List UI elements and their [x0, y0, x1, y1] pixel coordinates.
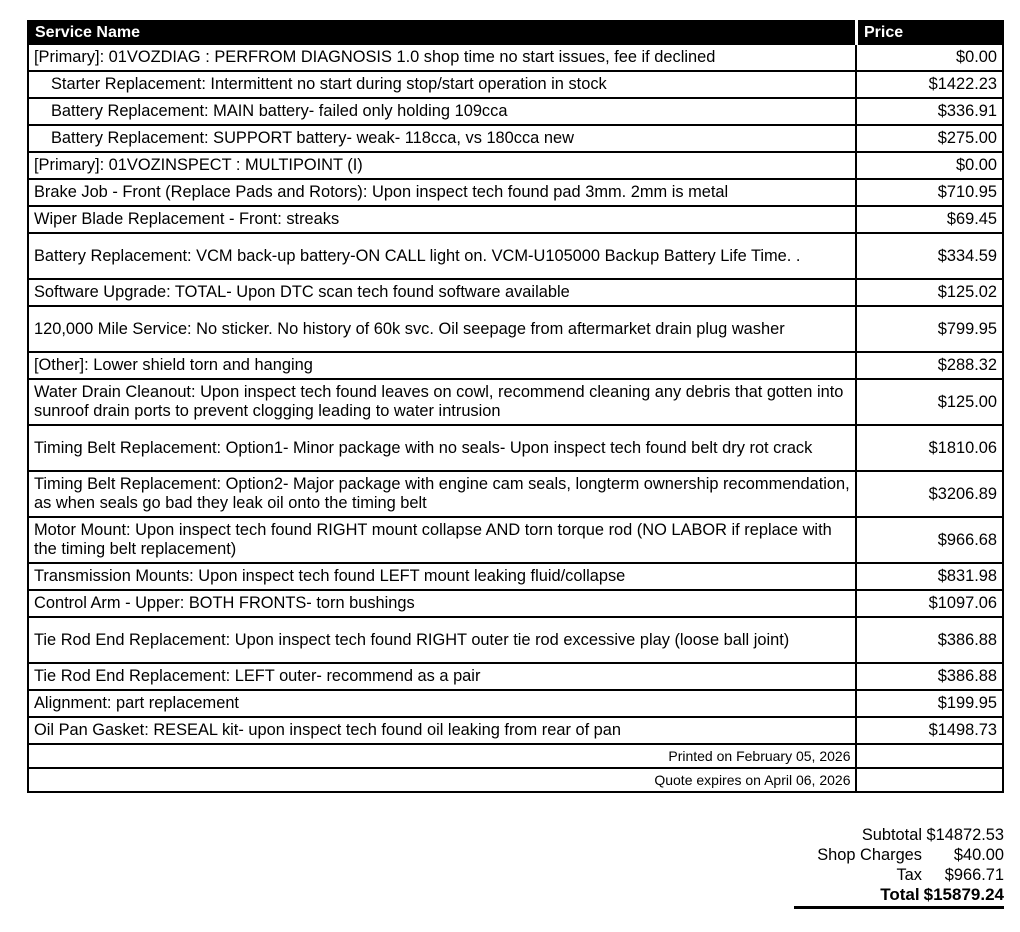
service-name-cell: Wiper Blade Replacement - Front: streaks: [28, 206, 856, 233]
price-header: Price: [856, 21, 1003, 44]
table-header-row: [28, 21, 1003, 44]
price-cell: $3206.89: [856, 471, 1003, 517]
service-name-cell: Oil Pan Gasket: RESEAL kit- upon inspect tech found oil leaking from rear of pan: [28, 717, 856, 744]
service-quote-table: [27, 20, 1004, 793]
service-name-cell: [Primary]: 01VOZINSPECT : MULTIPOINT (I): [28, 152, 856, 179]
price-cell: $0.00: [856, 44, 1003, 71]
price-cell: $1810.06: [856, 425, 1003, 471]
table-row: [28, 352, 1003, 379]
table-row: [28, 690, 1003, 717]
price-cell: $125.02: [856, 279, 1003, 306]
empty-cell: [856, 744, 1003, 768]
service-name-cell: Battery Replacement: VCM back-up battery-ON CALL light on. VCM-U105000 Backup Battery Life Time. .: [28, 233, 856, 279]
price-cell: $1498.73: [856, 717, 1003, 744]
tax-value: $966.71: [944, 866, 1004, 884]
price-cell: $288.32: [856, 352, 1003, 379]
quote-expiry-date: Quote expires on April 06, 2026: [28, 768, 856, 792]
empty-cell: [856, 768, 1003, 792]
price-cell: $336.91: [856, 98, 1003, 125]
table-row: [28, 152, 1003, 179]
price-cell: $386.88: [856, 617, 1003, 663]
table-row: [28, 44, 1003, 71]
total-value: $15879.24: [923, 885, 1004, 904]
service-name-cell: Motor Mount: Upon inspect tech found RIGHT mount collapse AND torn torque rod (NO LABOR if replace with the timing belt replacement): [28, 517, 856, 563]
price-cell: $125.00: [856, 379, 1003, 425]
price-cell: $334.59: [856, 233, 1003, 279]
service-name-cell: [Primary]: 01VOZDIAG : PERFROM DIAGNOSIS 1.0 shop time no start issues, fee if declined: [28, 44, 856, 71]
price-cell: $0.00: [856, 152, 1003, 179]
printed-on-row: [28, 744, 1003, 768]
table-row: [28, 233, 1003, 279]
table-row: [28, 717, 1003, 744]
subtotal-row: [794, 825, 1004, 845]
printed-on-date: Printed on February 05, 2026: [28, 744, 856, 768]
table-row: [28, 379, 1003, 425]
shop-charges-label: Shop Charges: [817, 846, 922, 864]
subtotal-value: $14872.53: [926, 826, 1004, 844]
service-name-header: Service Name: [28, 21, 856, 44]
service-name-cell: Tie Rod End Replacement: Upon inspect tech found RIGHT outer tie rod excessive play (loose ball joint): [28, 617, 856, 663]
table-row: [28, 563, 1003, 590]
table-row: [28, 617, 1003, 663]
service-name-cell: Brake Job - Front (Replace Pads and Rotors): Upon inspect tech found pad 3mm. 2mm is metal: [28, 179, 856, 206]
service-name-cell: Starter Replacement: Intermittent no start during stop/start operation in stock: [28, 71, 856, 98]
tax-row: [794, 865, 1004, 885]
price-cell: $831.98: [856, 563, 1003, 590]
price-cell: $799.95: [856, 306, 1003, 352]
service-name-cell: Timing Belt Replacement: Option2- Major package with engine cam seals, longterm ownership recommendation, as when seals go bad they leak oil onto the timing belt: [28, 471, 856, 517]
service-name-cell: Alignment: part replacement: [28, 690, 856, 717]
price-cell: $69.45: [856, 206, 1003, 233]
subtotal-label: Subtotal: [861, 826, 922, 844]
table-row: [28, 306, 1003, 352]
service-name-cell: Control Arm - Upper: BOTH FRONTS- torn bushings: [28, 590, 856, 617]
table-row: [28, 425, 1003, 471]
price-cell: $275.00: [856, 125, 1003, 152]
price-cell: $966.68: [856, 517, 1003, 563]
total-row: [794, 885, 1004, 909]
quote-expiry-row: [28, 768, 1003, 792]
service-name-cell: Battery Replacement: MAIN battery- failed only holding 109cca: [28, 98, 856, 125]
price-cell: $1097.06: [856, 590, 1003, 617]
shop-charges-row: [794, 845, 1004, 865]
price-cell: $710.95: [856, 179, 1003, 206]
table-row: [28, 71, 1003, 98]
service-name-cell: Battery Replacement: SUPPORT battery- weak- 118cca, vs 180cca new: [28, 125, 856, 152]
table-row: [28, 590, 1003, 617]
table-row: [28, 663, 1003, 690]
table-row: [28, 179, 1003, 206]
service-name-cell: [Other]: Lower shield torn and hanging: [28, 352, 856, 379]
table-row: [28, 471, 1003, 517]
service-name-cell: Transmission Mounts: Upon inspect tech found LEFT mount leaking fluid/collapse: [28, 563, 856, 590]
shop-charges-value: $40.00: [953, 846, 1004, 864]
service-name-cell: Water Drain Cleanout: Upon inspect tech found leaves on cowl, recommend cleaning any debris that gotten into sunroof drain ports to prevent clogging leading to water intrusion: [28, 379, 856, 425]
price-cell: $1422.23: [856, 71, 1003, 98]
service-name-cell: 120,000 Mile Service: No sticker. No history of 60k svc. Oil seepage from aftermarket drain plug washer: [28, 306, 856, 352]
totals-summary: [794, 825, 1004, 909]
table-row: [28, 125, 1003, 152]
table-row: [28, 279, 1003, 306]
price-cell: $199.95: [856, 690, 1003, 717]
price-cell: $386.88: [856, 663, 1003, 690]
table-row: [28, 206, 1003, 233]
total-label: Total: [880, 885, 920, 904]
tax-label: Tax: [896, 866, 922, 884]
service-name-cell: Timing Belt Replacement: Option1- Minor package with no seals- Upon inspect tech found belt dry rot crack: [28, 425, 856, 471]
table-row: [28, 98, 1003, 125]
service-name-cell: Software Upgrade: TOTAL- Upon DTC scan tech found software available: [28, 279, 856, 306]
table-row: [28, 517, 1003, 563]
service-name-cell: Tie Rod End Replacement: LEFT outer- recommend as a pair: [28, 663, 856, 690]
